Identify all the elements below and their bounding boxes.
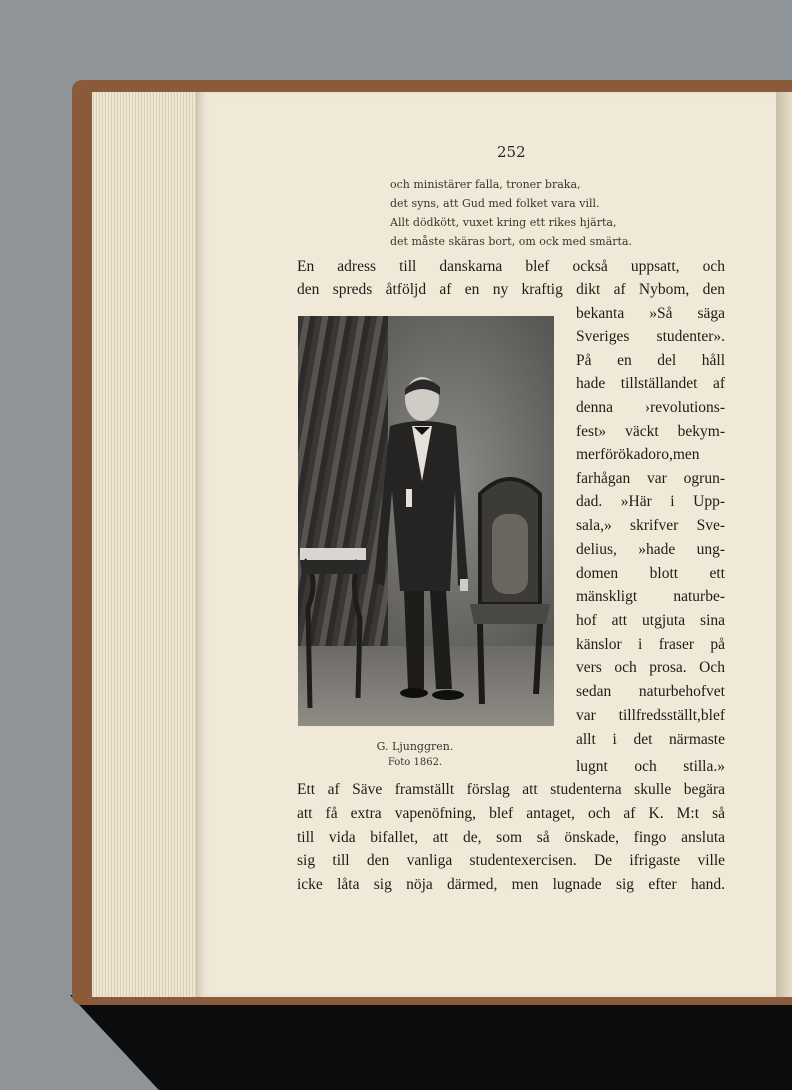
body-line: delius, »hade ung- xyxy=(576,541,725,558)
body-line: farhågan var ogrun- xyxy=(576,470,725,487)
photo-caption-date: Foto 1862. xyxy=(387,757,443,768)
poem-line: och ministärer falla, troner braka, xyxy=(390,178,581,191)
body-line: att få extra vapenöfning, blef antaget, och af K. M:t så xyxy=(297,805,725,822)
body-line: sala,» skrifver Sve- xyxy=(576,517,725,534)
body-line: känslor i fraser på xyxy=(576,636,725,653)
portrait-photograph xyxy=(298,316,554,726)
body-line: Sveriges studenter». xyxy=(576,328,725,345)
poem-line: det måste skäras bort, om ock med smärta. xyxy=(390,235,633,248)
book-shadow xyxy=(70,995,792,1090)
body-line: En adress till danskarna blef också uppsatt, och xyxy=(297,258,725,275)
poem-line: det syns, att Gud med folket vara vill. xyxy=(390,197,600,210)
body-line: sedan naturbehofvet xyxy=(576,683,725,700)
body-line: till vida bifallet, att de, som så önskade, fingo ansluta xyxy=(297,829,725,846)
body-line: lugnt och stilla.» xyxy=(576,758,725,775)
body-line: domen blott ett xyxy=(576,565,725,582)
body-line: den spreds åtföljd af en ny kraftig dikt af Nybom, den xyxy=(297,281,725,298)
body-line: merförökadoro,men xyxy=(576,446,700,463)
body-line: bekanta »Så säga xyxy=(576,305,725,322)
body-line: hof att utgjuta sina xyxy=(576,612,725,629)
standing-man-figure xyxy=(360,371,490,711)
body-line: mänskligt naturbe- xyxy=(576,588,725,605)
body-line: icke låta sig nöja därmed, men lugnade sig efter hand. xyxy=(297,876,725,893)
body-line: denna ›revolutions- xyxy=(576,399,725,416)
body-line: Ett af Säve framställt förslag att studenterna skulle begära xyxy=(297,781,725,798)
body-line: sig till den vanliga studentexercisen. De ifrigaste ville xyxy=(297,852,725,869)
body-line: vers och prosa. Och xyxy=(576,659,725,676)
body-line: hade tillställandet af xyxy=(576,375,725,392)
body-line: allt i det närmaste xyxy=(576,731,725,748)
page-edges xyxy=(92,92,200,997)
poem-stanza xyxy=(390,175,632,251)
body-line: På en del håll xyxy=(576,352,725,369)
photo-caption-name: G. Ljunggren. xyxy=(376,740,454,753)
poem-line: Allt dödkött, vuxet kring ett rikes hjärta, xyxy=(390,216,617,229)
body-line: fest» väckt bekym- xyxy=(576,423,725,440)
page-number: 252 xyxy=(497,143,526,161)
body-line: var tillfredsställt,blef xyxy=(576,707,725,724)
body-line: dad. »Här i Upp- xyxy=(576,493,725,510)
next-page-edge xyxy=(776,92,792,997)
